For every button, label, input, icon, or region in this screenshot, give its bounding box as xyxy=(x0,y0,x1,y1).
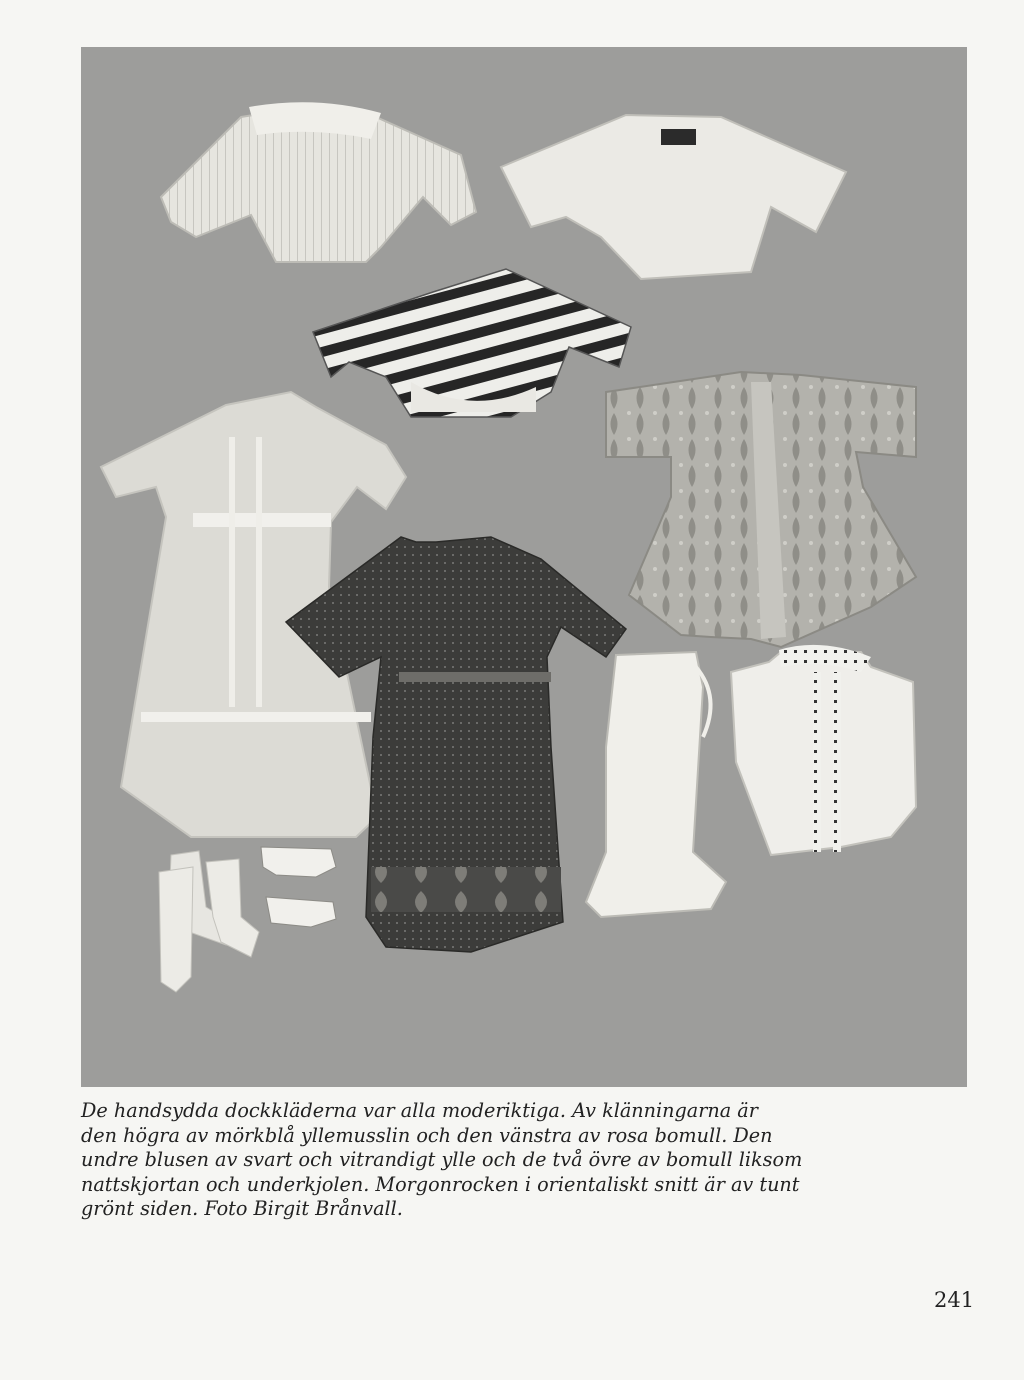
page-number: 241 xyxy=(934,1288,975,1312)
caption-line: nattskjortan och underkjolen. Morgonrocken i orientaliskt snitt är av tunt xyxy=(81,1172,800,1196)
caption-line: grönt siden. Foto Birgit Brånvall. xyxy=(81,1197,403,1220)
caption-line: De handsydda dockkläderna var alla moderiktiga. Av klänningarna är xyxy=(81,1099,758,1122)
nightshirt-image xyxy=(731,645,916,855)
caption-line: undre blusen av svart och vitrandigt ylle och de två övre av bomull liksom xyxy=(81,1148,803,1171)
caption-line: den högra av mörkblå yllemusslin och den vänstra av rosa bomull. Den xyxy=(81,1123,773,1147)
photo-caption xyxy=(81,1099,821,1222)
doll-clothes-photo xyxy=(81,47,967,1087)
